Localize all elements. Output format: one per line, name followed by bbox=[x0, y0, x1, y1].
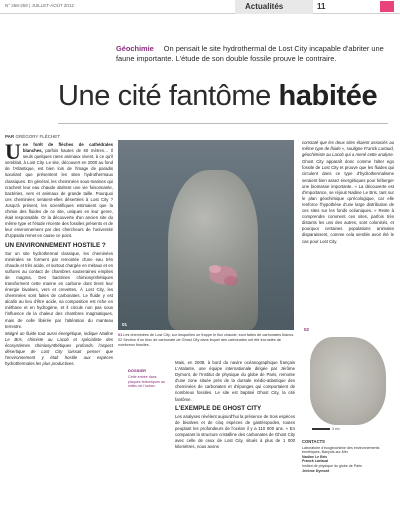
article-paragraph: Sur un site hydrothermal classique, les cheminées minérales se forment par remontée d'une eau très chaude et très acide, et surtout chargée en métaux et en sulfures au contact de chambres souterraines emplies de magma. Des bactéries chimiosynthétiques transforment cette manne en carbone dont tirent leur énergie bivalves, vers et crevettes. À Lost City, les cheminées sont faites de carbonates. Le fluide y est alcalin au lieu d'être acide, sa composition est riche en méthane et en hydrogène, et il circule non pas sous l'influence de la chaleur des chambres magmatiques, mais de celle libérée par l'altération du manteau terrestre. bbox=[5, 250, 113, 329]
title-bold: habitée bbox=[278, 80, 378, 112]
article-column-1 bbox=[5, 139, 113, 368]
page-title bbox=[58, 78, 377, 114]
dropcap: U bbox=[5, 139, 21, 164]
article-column-3 bbox=[302, 140, 394, 246]
brand-mark bbox=[380, 1, 394, 12]
paragraph-text: parfois hautes de 60 mètres… Il seuls quelques rares animaux vivent, à ce qu'il semblait, à Lost City. Le site, découvert en 2000 au fond de l'Atlantique, est bien loin de l'image de paradis luxuriant que présentent les sites hydrothermaux classiques. En général, les cheminées sous-marines qui crachent leur eau chaude abritent une vie foisonnante, bactéries, vers et animaux de grande taille. Pourquoi ces cheminées seraient-elles désertées à Lost City ? Jusqu'à présent, les scientifiques estimaient que la chimie des fluides de ce site, uniques en leur genre, était responsable. Or la découverte d'un ancien site du même type et l'étude récente des fossiles présents et de leur environnement par des chercheurs de l'université d'Uppsala remet en cause ce point. bbox=[5, 148, 113, 239]
lead-text: ne forêt de flèches de cathédrales blanches, bbox=[22, 142, 113, 154]
contact-line: Franck Lartaud bbox=[302, 459, 328, 464]
section-label: Actualités bbox=[245, 2, 284, 11]
contacts-heading: CONTACTS bbox=[302, 439, 325, 444]
article-column-2 bbox=[175, 360, 295, 451]
article-paragraph: Malgré un fluide tout aussi énergétique, indique Nadine Le Bris, chimiste au Lacob et spécialiste des écosystèmes chimiosynthétiques profonds, l'aspect désertique de Lost City laissait penser que l'environnement y était hostile aux espèces hydrothermales les plus productives. bbox=[5, 330, 113, 367]
article-paragraph: Les analyses révèlent aujourd'hui la présence de trois espèces de bivalves et de cinq espèces de gastéropodes, toutes peuplant les profondeurs de l'océan il y a 110 000 ans. « En comparant la structure cristalline des carbonates de Ghost City avec celle de ceux de Lost City, situés à plus de 1 000 kilomètres, nous avons bbox=[175, 413, 295, 450]
title-divider bbox=[58, 123, 388, 124]
chimney-rock bbox=[168, 170, 258, 330]
hydrothermal-chimney-photo bbox=[118, 140, 294, 330]
page-header bbox=[0, 0, 400, 14]
kicker-text: On pensait le site hydrothermal de Lost City incapable d'abriter une faune importante. L'étude de son double fossile prouve le contraire. bbox=[116, 44, 384, 63]
caption-text: Les cheminées de Lost City, sur lesquelles on frappe le flux chaude, sont faites de carbonates blancs. 02 Section d'un bloc de carbonate de Ghost City dans lequel des carbonates ont été incrustés de nombreux fossiles. bbox=[118, 333, 295, 347]
scale-label: 3 cm bbox=[332, 427, 340, 431]
subheading: L'EXEMPLE DE GHOST CITY bbox=[175, 404, 262, 412]
title-light: Une cité fantôme bbox=[58, 80, 279, 112]
byline-prefix: PAR bbox=[5, 134, 15, 139]
fossil-sample-photo bbox=[302, 325, 394, 435]
dossier-tag: DOSSIER bbox=[128, 368, 147, 373]
caption-number: 01 bbox=[118, 333, 123, 337]
fauna-illustration bbox=[203, 255, 245, 295]
scale-bar bbox=[312, 427, 340, 431]
dossier-box bbox=[128, 368, 166, 389]
subheading: UN ENVIRONNEMENT HOSTILE ? bbox=[5, 241, 106, 249]
article-paragraph bbox=[5, 139, 113, 240]
contact-line: Institut de physique du globe de Paris bbox=[302, 463, 362, 468]
article-paragraph: Ghost City apparaît donc comme l'alter ego fossile de Lost City et prouve que les fluides qui circulent dans ce type d'hydrothermalisme seraient bien assez énergétiques pour héberger une biomasse importante. « La découverte est d'importance, se réjouit Nadine Le Bris, tant sur le plan géochimique qu'écologique, car elle renforce l'hypothèse d'une large distribution de ces sites sur les fonds océaniques. » Reste à comprendre comment ces sites, parfois très distants les uns des autres, sont colonisés, et pourquoi certaines populations animales disparaissent, comme cela semble avoir été le cas pour Lost City. bbox=[302, 159, 394, 244]
photo-number: 01 bbox=[122, 322, 128, 327]
carbonate-block bbox=[310, 337, 386, 425]
byline-author: GRÉGORY FLÉCHET bbox=[15, 134, 61, 139]
contact-line: Laboratoire d'écogéochimie des environnements benthiques, Banyuls-sur-Mer bbox=[302, 445, 380, 455]
article-paragraph: Mais, en 2008, à bord du navire océanographique français L'Atalante, une équipe internationale dirigée par Jérôme Dymont, de l'Institut de physique du globe de Paris, remonte d'une zone située près de la dorsale médio-atlantique des cheminées de carbonates et d'éponges qui comportaient de nombreux fossiles. Le site est baptisé Ghost City, la cité fantôme. bbox=[175, 360, 295, 402]
scale-bar-line bbox=[312, 428, 330, 430]
issue-label: N° 258-259 | JUILLET-AOÛT 2012 bbox=[5, 3, 74, 8]
section-tab bbox=[235, 0, 326, 14]
contacts-box bbox=[302, 440, 394, 473]
category-label: Géochimie bbox=[116, 44, 154, 53]
dossier-text: Cette entrée dans plaques tectoniques au milieu de l'océan. bbox=[128, 375, 165, 388]
page-number: 11 bbox=[317, 2, 326, 11]
article-kicker bbox=[116, 44, 386, 63]
article-paragraph: constaté que les deux sites étaient associés au même type de fluide », souligne Franck Lartaud, géochimiste au Lacob qui a mené cette analyse. bbox=[302, 140, 394, 158]
sample-number: 02 bbox=[304, 327, 310, 332]
photo-caption bbox=[118, 333, 296, 347]
contact-line: Nadine Le Bris bbox=[302, 454, 328, 459]
contact-line: Jérôme Dymont bbox=[302, 468, 330, 473]
